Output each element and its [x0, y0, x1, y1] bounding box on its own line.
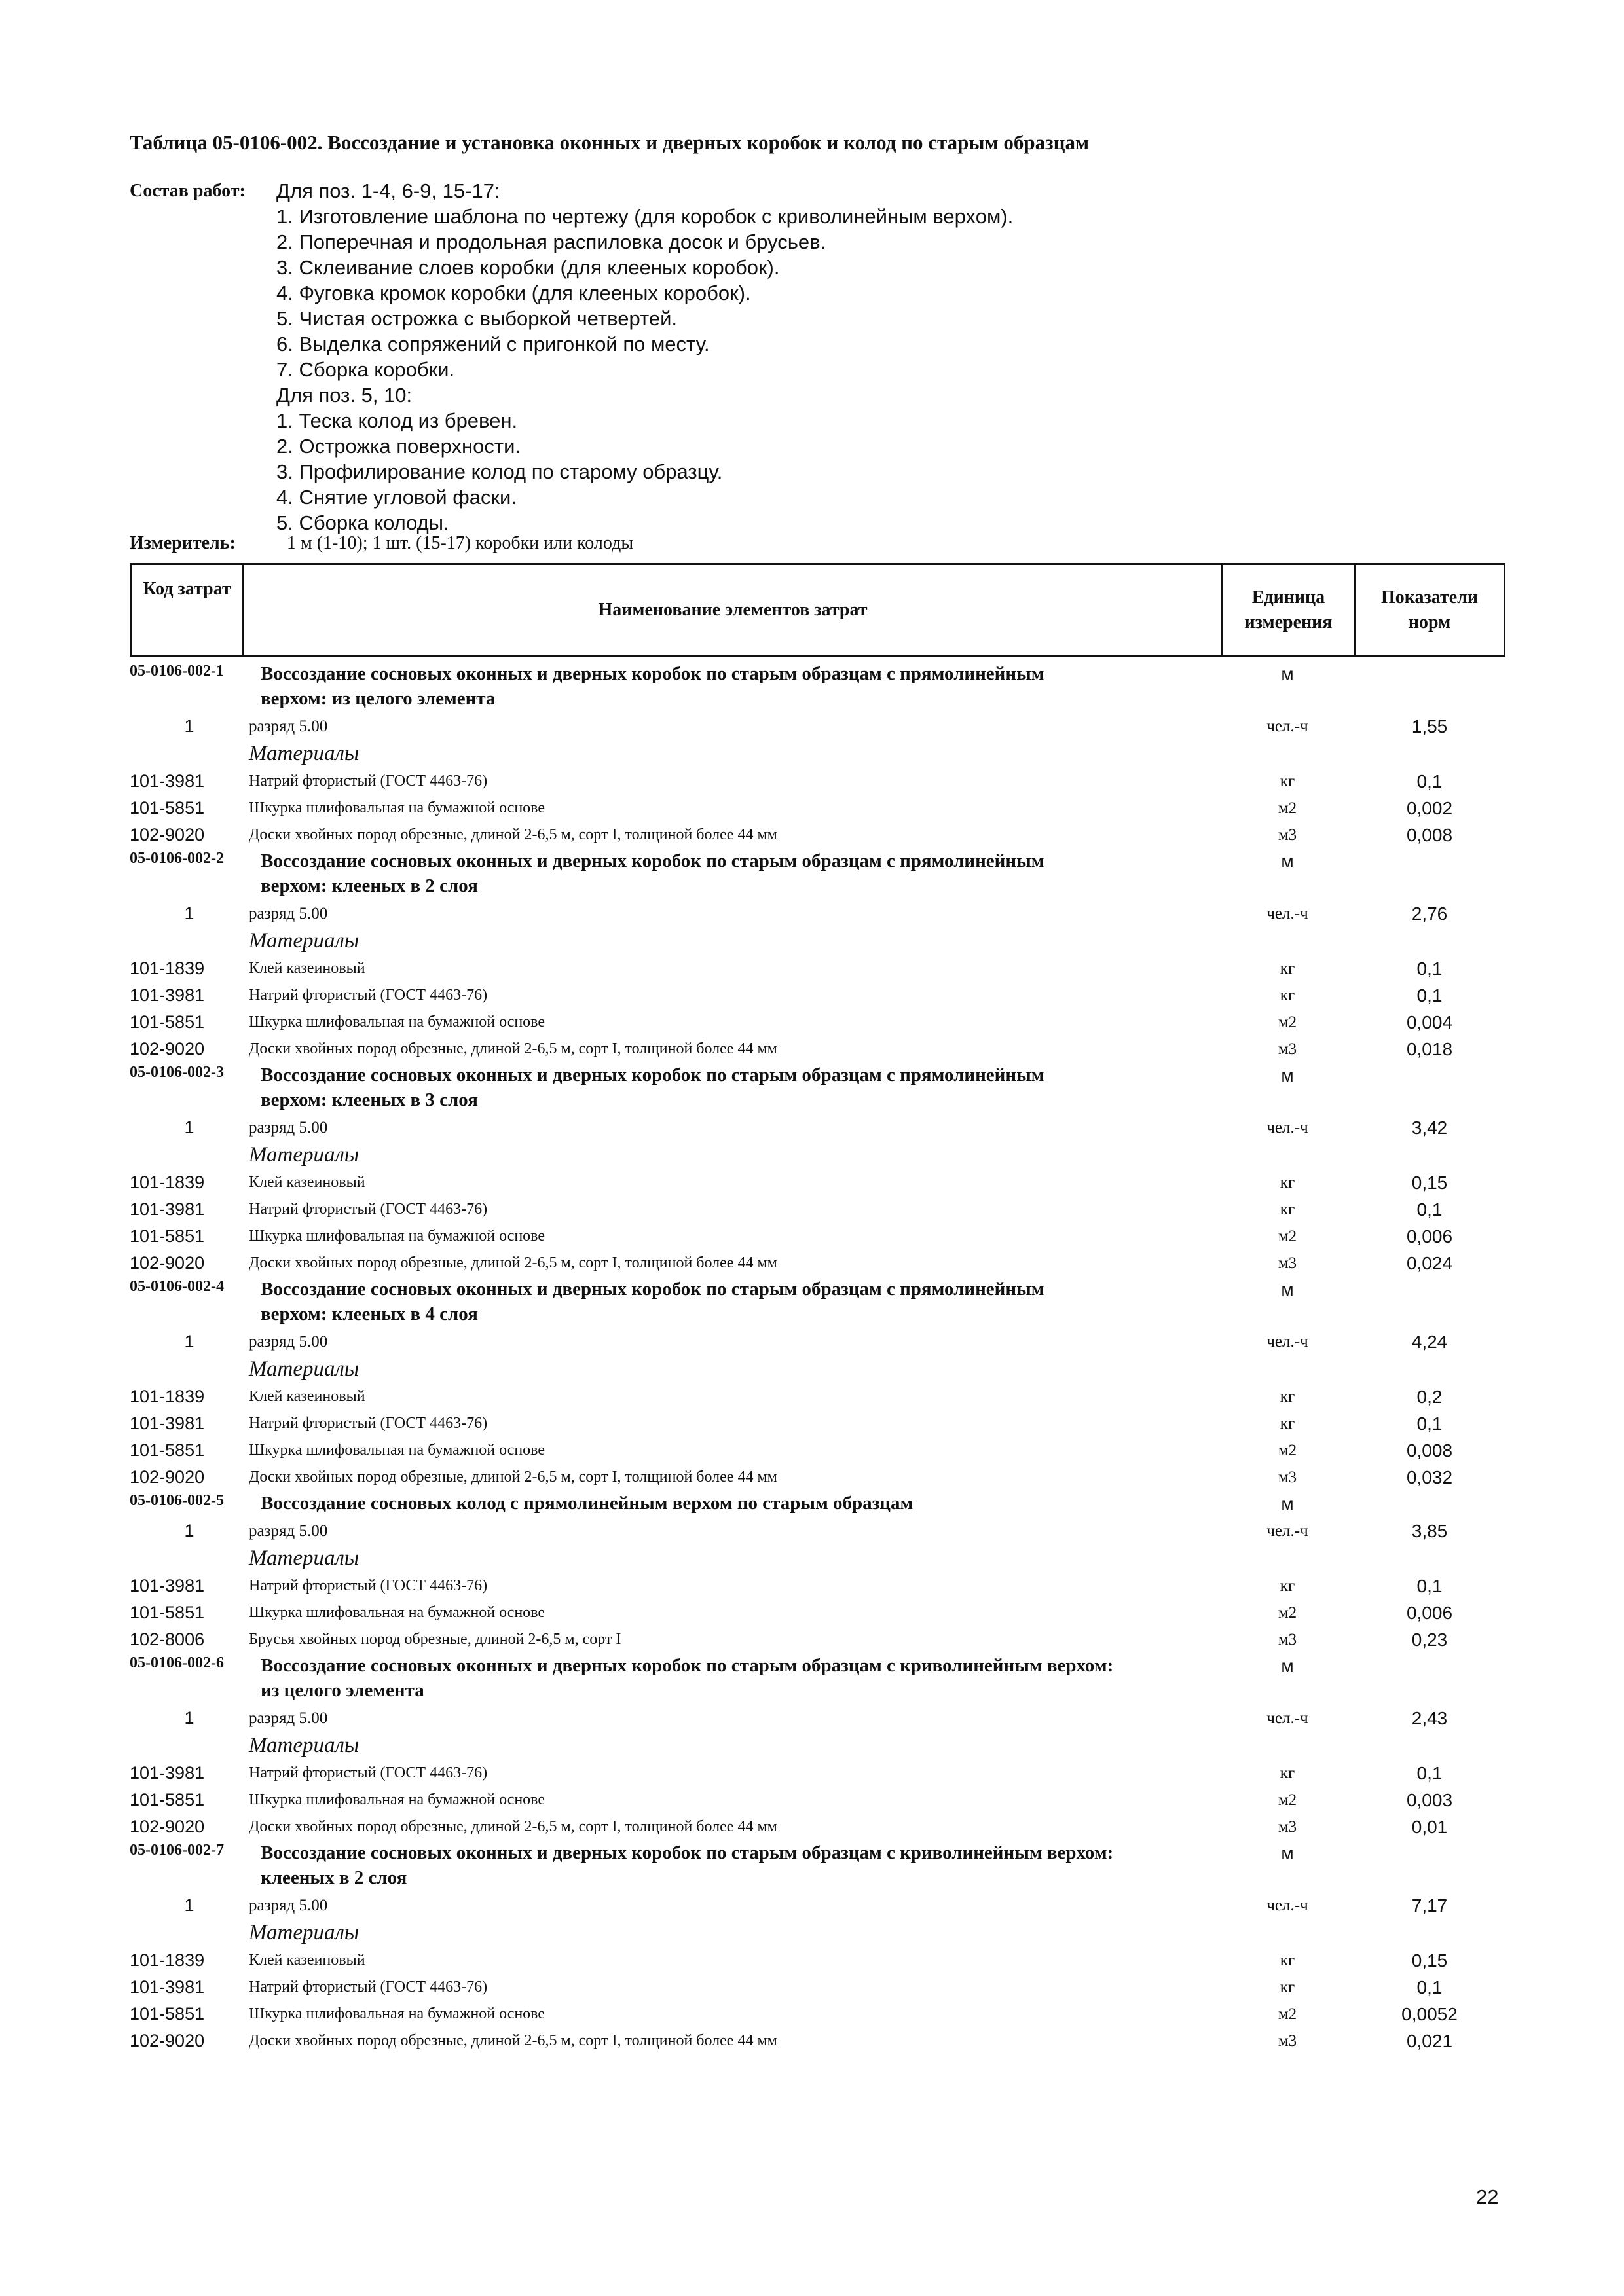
work-unit: м — [1281, 1656, 1294, 1676]
materials-heading-row — [130, 1355, 1505, 1383]
composition-text: 3. Профилирование колод по старому образцу. — [276, 460, 723, 483]
material-unit: кг — [1280, 986, 1295, 1004]
work-name-line1: Воссоздание сосновых оконных и дверных коробок по старым образцам с прямолинейным — [261, 663, 1044, 684]
work-name-line1: Воссоздание сосновых колод с прямолинейным верхом по старым образцам — [261, 1493, 913, 1514]
material-unit: м2 — [1278, 2005, 1297, 2023]
material-name: Клей казеиновый — [249, 1388, 365, 1405]
labor-code: 1 — [184, 1118, 194, 1137]
measure-label: Измеритель: — [130, 533, 236, 553]
header-code: Код затрат — [132, 565, 244, 655]
materials-heading: Материалы — [249, 1546, 360, 1570]
labor-norm: 3,85 — [1411, 1520, 1448, 1541]
material-row — [130, 1036, 1505, 1063]
labor-unit: чел.-ч — [1266, 1896, 1308, 1914]
material-row — [130, 2001, 1505, 2028]
header-norm-line2: норм — [1408, 611, 1451, 632]
material-unit: м3 — [1278, 1817, 1297, 1836]
header-norm-line1: Показатели — [1380, 587, 1479, 608]
work-name-line2: верхом: клееных в 2 слоя — [261, 875, 478, 896]
composition-line — [130, 280, 1505, 306]
labor-code: 1 — [184, 1895, 194, 1915]
work-name — [249, 1491, 1221, 1518]
material-name: Натрий фтористый (ГОСТ 4463-76) — [249, 1415, 488, 1432]
material-norm: 0,1 — [1416, 1413, 1443, 1434]
material-row — [130, 1250, 1505, 1277]
labor-name: разряд 5.00 — [249, 1896, 328, 1914]
material-norm: 0,2 — [1416, 1386, 1443, 1407]
material-unit: кг — [1280, 1173, 1295, 1192]
material-row — [130, 1573, 1505, 1599]
work-norm — [1354, 1491, 1505, 1518]
labor-norm: 2,76 — [1411, 903, 1448, 924]
work-name — [249, 661, 1221, 714]
labor-name: разряд 5.00 — [249, 1709, 328, 1727]
materials-heading: Материалы — [249, 1142, 360, 1167]
material-code: 101-5851 — [130, 1226, 205, 1246]
material-row — [130, 1947, 1505, 1974]
material-code: 101-5851 — [130, 1012, 205, 1032]
material-norm: 0,008 — [1406, 824, 1453, 845]
material-name: Брусья хвойных пород обрезные, длиной 2-6,5 м, сорт I — [249, 1631, 621, 1648]
header-name: Наименование элементов затрат — [244, 565, 1223, 655]
material-row — [130, 1223, 1505, 1250]
material-norm: 0,15 — [1411, 1172, 1448, 1193]
material-unit: м2 — [1278, 799, 1297, 817]
labor-code: 1 — [184, 1521, 194, 1540]
material-code: 102-9020 — [130, 1253, 205, 1273]
material-norm: 0,006 — [1406, 1602, 1453, 1623]
work-name-line2: верхом: клееных в 3 слоя — [261, 1089, 478, 1110]
material-code: 102-9020 — [130, 1467, 205, 1487]
composition-line — [130, 433, 1505, 459]
material-row — [130, 955, 1505, 982]
material-norm: 0,1 — [1416, 985, 1443, 1006]
header-unit — [1223, 565, 1356, 655]
material-code: 101-1839 — [130, 1173, 205, 1192]
table-header — [130, 563, 1505, 657]
work-unit: м — [1281, 1493, 1294, 1514]
material-unit: м2 — [1278, 1227, 1297, 1245]
material-norm: 0,004 — [1406, 1011, 1453, 1032]
work-name-line1: Воссоздание сосновых оконных и дверных коробок по старым образцам с криволинейным верхом: — [261, 1842, 1114, 1863]
material-row — [130, 1760, 1505, 1787]
material-name: Доски хвойных пород обрезные, длиной 2-6,5 м, сорт I, толщиной более 44 мм — [249, 2032, 777, 2049]
material-norm: 0,003 — [1406, 1789, 1453, 1810]
measure-text: 1 м (1-10); 1 шт. (15-17) коробки или колоды — [287, 533, 634, 553]
work-norm — [1354, 848, 1505, 901]
material-code: 101-3981 — [130, 1576, 205, 1595]
material-unit: кг — [1280, 959, 1295, 977]
material-unit: м3 — [1278, 1254, 1297, 1272]
material-row — [130, 1464, 1505, 1491]
materials-heading: Материалы — [249, 1357, 360, 1381]
labor-norm: 4,24 — [1411, 1331, 1448, 1352]
material-norm: 0,021 — [1406, 2030, 1453, 2051]
material-row — [130, 1196, 1505, 1223]
composition-text: Для поз. 5, 10: — [276, 383, 413, 407]
composition-text: 5. Чистая острожка с выборкой четвертей. — [276, 306, 678, 330]
material-name: Шкурка шлифовальная на бумажной основе — [249, 1442, 545, 1459]
table-body — [130, 661, 1505, 2054]
material-code: 102-9020 — [130, 1039, 205, 1059]
composition-text: 2. Поперечная и продольная распиловка досок и брусьев. — [276, 230, 826, 253]
work-code: 05-0106-002-7 — [130, 1842, 224, 1859]
measure-line — [130, 530, 633, 556]
work-name-line2: верхом: клееных в 4 слоя — [261, 1303, 478, 1324]
composition-text: 4. Снятие угловой фаски. — [276, 485, 517, 509]
material-unit: кг — [1280, 1978, 1295, 1996]
material-row — [130, 795, 1505, 822]
material-unit: кг — [1280, 1200, 1295, 1218]
work-unit: м — [1281, 851, 1294, 871]
material-unit: м3 — [1278, 1040, 1297, 1058]
material-norm: 0,1 — [1416, 958, 1443, 979]
composition-line — [130, 382, 1505, 408]
work-row — [130, 1063, 1505, 1115]
work-row — [130, 1653, 1505, 1705]
composition-text: 7. Сборка коробки. — [276, 357, 455, 381]
material-code: 101-3981 — [130, 1763, 205, 1783]
material-norm: 0,1 — [1416, 1762, 1443, 1783]
work-norm — [1354, 1063, 1505, 1115]
composition-line — [130, 408, 1505, 433]
material-norm: 0,1 — [1416, 1575, 1443, 1596]
material-name: Клей казеиновый — [249, 1174, 365, 1191]
composition-text: 5. Сборка колоды. — [276, 511, 449, 534]
work-name-line1: Воссоздание сосновых оконных и дверных коробок по старым образцам с прямолинейным — [261, 1065, 1044, 1085]
work-name — [249, 1840, 1221, 1893]
material-row — [130, 1410, 1505, 1437]
composition-line — [130, 178, 1505, 204]
material-code: 101-5851 — [130, 1440, 205, 1460]
material-name: Шкурка шлифовальная на бумажной основе — [249, 1228, 545, 1245]
work-name-line2: верхом: из целого элемента — [261, 688, 496, 709]
materials-heading: Материалы — [249, 928, 360, 953]
header-norm — [1356, 565, 1504, 655]
header-unit-line2: измерения — [1244, 611, 1333, 632]
material-code: 101-5851 — [130, 798, 205, 818]
work-norm — [1354, 661, 1505, 714]
labor-name: разряд 5.00 — [249, 1522, 328, 1540]
material-name: Натрий фтористый (ГОСТ 4463-76) — [249, 1764, 488, 1781]
work-code: 05-0106-002-1 — [130, 663, 224, 680]
labor-name: разряд 5.00 — [249, 1118, 328, 1137]
labor-row — [130, 1115, 1505, 1140]
material-row — [130, 822, 1505, 848]
work-name-line1: Воссоздание сосновых оконных и дверных коробок по старым образцам с прямолинейным — [261, 1279, 1044, 1300]
material-code: 101-1839 — [130, 1950, 205, 1970]
material-unit: кг — [1280, 772, 1295, 790]
work-name — [249, 1063, 1221, 1115]
work-code: 05-0106-002-5 — [130, 1492, 224, 1509]
material-code: 101-3981 — [130, 1199, 205, 1219]
work-unit: м — [1281, 1065, 1294, 1085]
work-name — [249, 1653, 1221, 1705]
material-norm: 0,008 — [1406, 1440, 1453, 1461]
material-norm: 0,1 — [1416, 771, 1443, 792]
work-code: 05-0106-002-2 — [130, 850, 224, 867]
material-norm: 0,032 — [1406, 1467, 1453, 1487]
labor-norm: 2,43 — [1411, 1707, 1448, 1728]
material-code: 101-5851 — [130, 2004, 205, 2024]
material-unit: м2 — [1278, 1603, 1297, 1622]
material-code: 101-5851 — [130, 1603, 205, 1622]
material-name: Доски хвойных пород обрезные, длиной 2-6,5 м, сорт I, толщиной более 44 мм — [249, 826, 777, 843]
labor-row — [130, 1518, 1505, 1544]
material-norm: 0,006 — [1406, 1226, 1453, 1247]
material-norm: 0,23 — [1411, 1629, 1448, 1650]
composition-text: 2. Острожка поверхности. — [276, 434, 521, 458]
labor-code: 1 — [184, 1332, 194, 1351]
work-code: 05-0106-002-3 — [130, 1064, 224, 1081]
work-name-line2: клееных в 2 слоя — [261, 1867, 407, 1888]
composition-text: 1. Теска колод из бревен. — [276, 409, 518, 432]
material-code: 102-9020 — [130, 825, 205, 845]
material-name: Шкурка шлифовальная на бумажной основе — [249, 1013, 545, 1030]
composition-text: 6. Выделка сопряжений с пригонкой по месту. — [276, 332, 710, 355]
material-name: Клей казеиновый — [249, 1952, 365, 1969]
labor-unit: чел.-ч — [1266, 717, 1308, 735]
work-row — [130, 661, 1505, 714]
material-norm: 0,01 — [1411, 1816, 1448, 1837]
labor-unit: чел.-ч — [1266, 1709, 1308, 1727]
material-code: 101-3981 — [130, 985, 205, 1005]
material-name: Доски хвойных пород обрезные, длиной 2-6,5 м, сорт I, толщиной более 44 мм — [249, 1040, 777, 1057]
work-unit: м — [1281, 1279, 1294, 1300]
labor-code: 1 — [184, 716, 194, 736]
composition-line — [130, 255, 1505, 280]
work-row — [130, 848, 1505, 901]
composition-line — [130, 331, 1505, 357]
work-row — [130, 1840, 1505, 1893]
material-norm: 0,0052 — [1401, 2003, 1458, 2024]
material-name: Шкурка шлифовальная на бумажной основе — [249, 1791, 545, 1808]
labor-name: разряд 5.00 — [249, 1332, 328, 1351]
material-name: Шкурка шлифовальная на бумажной основе — [249, 2005, 545, 2022]
material-row — [130, 1169, 1505, 1196]
material-name: Доски хвойных пород обрезные, длиной 2-6,5 м, сорт I, толщиной более 44 мм — [249, 1254, 777, 1271]
materials-heading-row — [130, 1918, 1505, 1947]
composition-line — [130, 229, 1505, 255]
work-row — [130, 1277, 1505, 1329]
material-code: 101-3981 — [130, 1413, 205, 1433]
work-name-line2: из целого элемента — [261, 1680, 424, 1701]
work-name-line1: Воссоздание сосновых оконных и дверных коробок по старым образцам с криволинейным верхом: — [261, 1655, 1114, 1676]
materials-heading-row — [130, 1140, 1505, 1169]
work-code: 05-0106-002-6 — [130, 1654, 224, 1671]
material-norm: 0,018 — [1406, 1038, 1453, 1059]
material-name: Натрий фтористый (ГОСТ 4463-76) — [249, 773, 488, 790]
labor-norm: 7,17 — [1411, 1895, 1448, 1916]
material-unit: кг — [1280, 1764, 1295, 1782]
labor-code: 1 — [184, 903, 194, 923]
composition-text: 4. Фуговка кромок коробки (для клееных коробок). — [276, 281, 751, 304]
labor-row — [130, 1893, 1505, 1918]
materials-heading: Материалы — [249, 741, 360, 765]
material-unit: м3 — [1278, 826, 1297, 844]
material-name: Доски хвойных пород обрезные, длиной 2-6,5 м, сорт I, толщиной более 44 мм — [249, 1818, 777, 1835]
material-row — [130, 1974, 1505, 2001]
material-unit: м3 — [1278, 2032, 1297, 2050]
work-composition — [130, 178, 1505, 536]
material-unit: кг — [1280, 1951, 1295, 1969]
material-row — [130, 1437, 1505, 1464]
material-unit: м3 — [1278, 1468, 1297, 1486]
material-name: Натрий фтористый (ГОСТ 4463-76) — [249, 987, 488, 1004]
labor-unit: чел.-ч — [1266, 1332, 1308, 1351]
material-unit: м2 — [1278, 1013, 1297, 1031]
table-title: Таблица 05-0106-002. Воссоздание и установка оконных и дверных коробок и колод по старым образцам — [130, 131, 1090, 154]
materials-heading: Материалы — [249, 1733, 360, 1757]
material-name: Натрий фтористый (ГОСТ 4463-76) — [249, 1978, 488, 1995]
material-name: Натрий фтористый (ГОСТ 4463-76) — [249, 1577, 488, 1594]
work-unit: м — [1281, 1843, 1294, 1863]
material-code: 102-9020 — [130, 1817, 205, 1836]
labor-code: 1 — [184, 1708, 194, 1728]
composition-label: Состав работ: — [130, 180, 246, 201]
labor-unit: чел.-ч — [1266, 1118, 1308, 1137]
composition-text: 3. Склеивание слоев коробки (для клееных коробок). — [276, 255, 780, 279]
labor-row — [130, 1705, 1505, 1731]
composition-line — [130, 459, 1505, 484]
material-row — [130, 2028, 1505, 2054]
material-name: Доски хвойных пород обрезные, длиной 2-6,5 м, сорт I, толщиной более 44 мм — [249, 1468, 777, 1485]
header-unit-line1: Единица — [1251, 587, 1325, 608]
material-row — [130, 1813, 1505, 1840]
material-name: Шкурка шлифовальная на бумажной основе — [249, 799, 545, 816]
material-code: 101-1839 — [130, 958, 205, 978]
material-norm: 0,1 — [1416, 1977, 1443, 1997]
material-name: Натрий фтористый (ГОСТ 4463-76) — [249, 1201, 488, 1218]
material-name: Шкурка шлифовальная на бумажной основе — [249, 1604, 545, 1621]
labor-norm: 1,55 — [1411, 716, 1448, 737]
material-row — [130, 1787, 1505, 1813]
composition-text: 1. Изготовление шаблона по чертежу (для коробок с криволинейным верхом). — [276, 204, 1014, 228]
composition-line — [130, 306, 1505, 331]
labor-name: разряд 5.00 — [249, 904, 328, 922]
work-code: 05-0106-002-4 — [130, 1278, 224, 1295]
material-norm: 0,024 — [1406, 1252, 1453, 1273]
materials-heading-row — [130, 1731, 1505, 1760]
material-unit: м2 — [1278, 1791, 1297, 1809]
material-row — [130, 1599, 1505, 1626]
work-name — [249, 848, 1221, 901]
materials-heading-row — [130, 1544, 1505, 1573]
labor-name: разряд 5.00 — [249, 717, 328, 735]
materials-heading-row — [130, 739, 1505, 768]
labor-unit: чел.-ч — [1266, 904, 1308, 922]
materials-heading: Материалы — [249, 1920, 360, 1944]
work-name-line1: Воссоздание сосновых оконных и дверных коробок по старым образцам с прямолинейным — [261, 850, 1044, 871]
labor-norm: 3,42 — [1411, 1117, 1448, 1138]
composition-line — [130, 204, 1505, 229]
work-norm — [1354, 1653, 1505, 1705]
materials-heading-row — [130, 926, 1505, 955]
material-code: 101-1839 — [130, 1387, 205, 1406]
material-code: 102-9020 — [130, 2031, 205, 2050]
labor-unit: чел.-ч — [1266, 1522, 1308, 1540]
material-norm: 0,1 — [1416, 1199, 1443, 1220]
material-unit: кг — [1280, 1387, 1295, 1406]
work-norm — [1354, 1840, 1505, 1893]
material-code: 101-3981 — [130, 1977, 205, 1997]
material-code: 101-5851 — [130, 1790, 205, 1810]
work-row — [130, 1491, 1505, 1518]
material-row — [130, 982, 1505, 1009]
labor-row — [130, 714, 1505, 739]
material-row — [130, 1009, 1505, 1036]
labor-row — [130, 1329, 1505, 1355]
composition-line — [130, 357, 1505, 382]
material-code: 102-8006 — [130, 1630, 205, 1649]
material-norm: 0,15 — [1411, 1950, 1448, 1971]
work-norm — [1354, 1277, 1505, 1329]
composition-line — [130, 484, 1505, 510]
work-name — [249, 1277, 1221, 1329]
material-row — [130, 1383, 1505, 1410]
material-unit: м3 — [1278, 1630, 1297, 1649]
page-number: 22 — [1476, 2185, 1499, 2208]
material-norm: 0,002 — [1406, 797, 1453, 818]
material-row — [130, 768, 1505, 795]
material-row — [130, 1626, 1505, 1653]
composition-text: Для поз. 1-4, 6-9, 15-17: — [276, 179, 500, 202]
material-code: 101-3981 — [130, 771, 205, 791]
material-unit: кг — [1280, 1414, 1295, 1432]
work-unit: м — [1281, 664, 1294, 684]
material-name: Клей казеиновый — [249, 960, 365, 977]
material-unit: м2 — [1278, 1441, 1297, 1459]
material-unit: кг — [1280, 1576, 1295, 1595]
labor-row — [130, 901, 1505, 926]
